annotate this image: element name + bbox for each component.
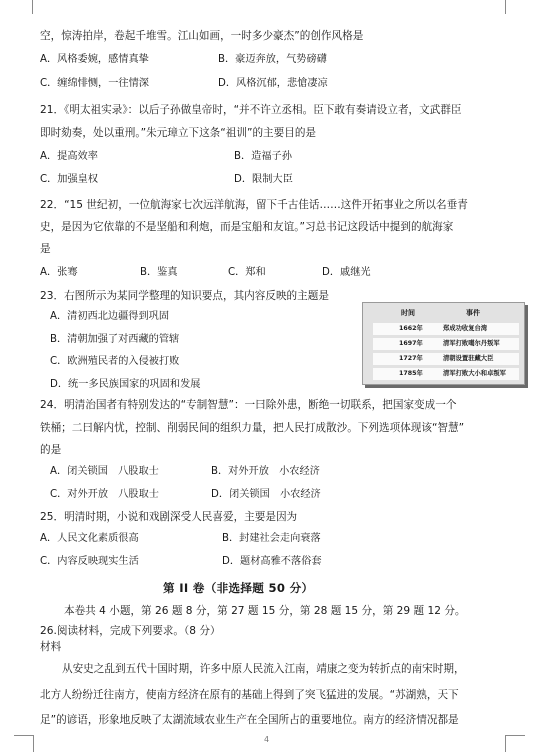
table-row — [373, 323, 519, 335]
section-title: 第 II 卷（非选择题 50 分） — [163, 581, 314, 595]
q21-option-b: B．造福子孙 — [234, 151, 292, 162]
q21-option-a: A．提高效率 — [40, 151, 98, 162]
material-paragraph-line-1: 从安史之乱到五代十国时期，许多中原人民流入江南，靖康之变为转折点的南宋时期， — [62, 663, 465, 675]
q22-option-d: D．戚继光 — [322, 267, 371, 278]
row-year: 1697年 — [399, 340, 423, 347]
q23-option-d: D．统一多民族国家的巩固和发展 — [50, 379, 201, 390]
q20-option-c: C．缠绵悱恻，一往情深 — [40, 78, 149, 89]
q23-option-a: A．清初西北边疆得到巩固 — [50, 311, 170, 322]
table-row — [373, 353, 519, 365]
crop-mark-bottom-right-v — [505, 736, 506, 752]
q20-option-a: A．风格委婉，感情真挚 — [40, 54, 149, 65]
q22-option-b: B．鉴真 — [140, 267, 178, 278]
q21-option-c: C．加强皇权 — [40, 174, 99, 185]
page-number: 4 — [264, 735, 270, 744]
q21-stem-line-1: 21．《明太祖实录》：以后子孙做皇帝时，“并不许立丞相。臣下敢有奏请设立者，文武群臣 — [40, 104, 462, 116]
q21-option-d: D．限制大臣 — [234, 174, 293, 185]
crop-mark-top-right-v — [505, 0, 506, 14]
material-paragraph-line-3: 足”的谚语，形象地反映了太湖流域农业生产在全国所占的重要地位。南方的经济情况都是 — [40, 714, 459, 726]
crop-mark-bottom-left-v — [33, 736, 34, 752]
history-timeline-table — [362, 302, 525, 385]
crop-mark-bottom-right-h — [505, 735, 525, 736]
q25-option-d: D．题材高雅不落俗套 — [222, 556, 322, 567]
q21-stem-line-2: 即时劾奏，处以重刑。”朱元璋立下这条“祖训”的主要目的是 — [40, 127, 317, 139]
q23-option-c: C．欧洲殖民者的入侵被打败 — [50, 356, 180, 367]
row-year: 1662年 — [399, 325, 423, 332]
q22-stem-line-3: 是 — [40, 243, 51, 255]
q24-option-d: D．闭关锁国 小农经济 — [211, 489, 321, 500]
q22-stem-line-1: 22．“15 世纪初，一位航海家七次远洋航海，留下千古佳话……这件开拓事业之所以名垂青 — [40, 199, 468, 211]
table-row — [373, 338, 519, 350]
q24-stem-line-2: 铁桶；二曰解内忧，控制、削弱民间的组织力量，把人民打成散沙。下列选项体现该“智慧” — [40, 422, 465, 434]
q22-stem-line-2: 史，是因为它依靠的不是坚船和利炮，而是宝船和友谊。”习总书记这段话中提到的航海家 — [40, 221, 454, 233]
q24-option-b: B．对外开放 小农经济 — [211, 466, 320, 477]
material-label: 材料 — [40, 641, 62, 653]
q25-option-c: C．内容反映现实生活 — [40, 556, 139, 567]
q23-option-b: B．清朝加强了对西藏的管辖 — [50, 334, 180, 345]
q25-stem: 25．明清时期，小说和戏剧深受人民喜爱，主要是因为 — [40, 511, 298, 523]
q24-stem-line-1: 24．明清治国者有特别发达的“专制智慧”：一曰除外患，断绝一切联系，把国家变成一个 — [40, 399, 457, 411]
q24-option-a: A．闭关锁国 八股取士 — [50, 466, 159, 477]
material-paragraph-line-2: 北方人纷纷迁往南方，使南方经济在原有的基础上得到了突飞猛进的发展。“苏湖熟，天下 — [40, 689, 459, 701]
q26-stem: 26.阅读材料，完成下列要求。（8 分） — [40, 625, 221, 637]
q20-option-d: D．风格沉郁，悲愴凄凉 — [218, 78, 328, 89]
q25-option-b: B．封建社会走向衰落 — [222, 533, 321, 544]
table-row — [373, 368, 519, 380]
q24-stem-line-3: 的是 — [40, 444, 62, 456]
table-header-event: 事件 — [466, 309, 480, 317]
crop-mark-bottom-left-h — [14, 735, 34, 736]
q22-option-c: C．郑和 — [228, 267, 266, 278]
q24-option-c: C．对外开放 八股取士 — [50, 489, 159, 500]
q20-stem-tail: 空，惊涛拍岸，卷起千堆雪。江山如画，一时多少豪杰”的创作风格是 — [40, 30, 364, 42]
row-event: 清军打败噶尔丹叛军 — [443, 340, 500, 347]
section-instructions: 本卷共 4 小题，第 26 题 8 分，第 27 题 15 分，第 28 题 15 分，第 29 题 12 分。 — [64, 605, 466, 617]
q23-stem: 23．右图所示为某同学整理的知识要点，其内容反映的主题是 — [40, 290, 329, 302]
row-event: 清朝设置驻藏大臣 — [443, 355, 494, 362]
crop-mark-top-left-v — [32, 0, 33, 14]
row-event: 清军打败大小和卓叛军 — [443, 370, 506, 377]
table-header-time: 时间 — [401, 309, 415, 317]
row-year: 1785年 — [399, 370, 423, 377]
q25-option-a: A．人民文化素质很高 — [40, 533, 139, 544]
q22-option-a: A．张骞 — [40, 267, 78, 278]
row-event: 郑成功收复台湾 — [443, 325, 488, 332]
q20-option-b: B．豪迈奔放，气势磅礴 — [218, 54, 327, 65]
row-year: 1727年 — [399, 355, 423, 362]
